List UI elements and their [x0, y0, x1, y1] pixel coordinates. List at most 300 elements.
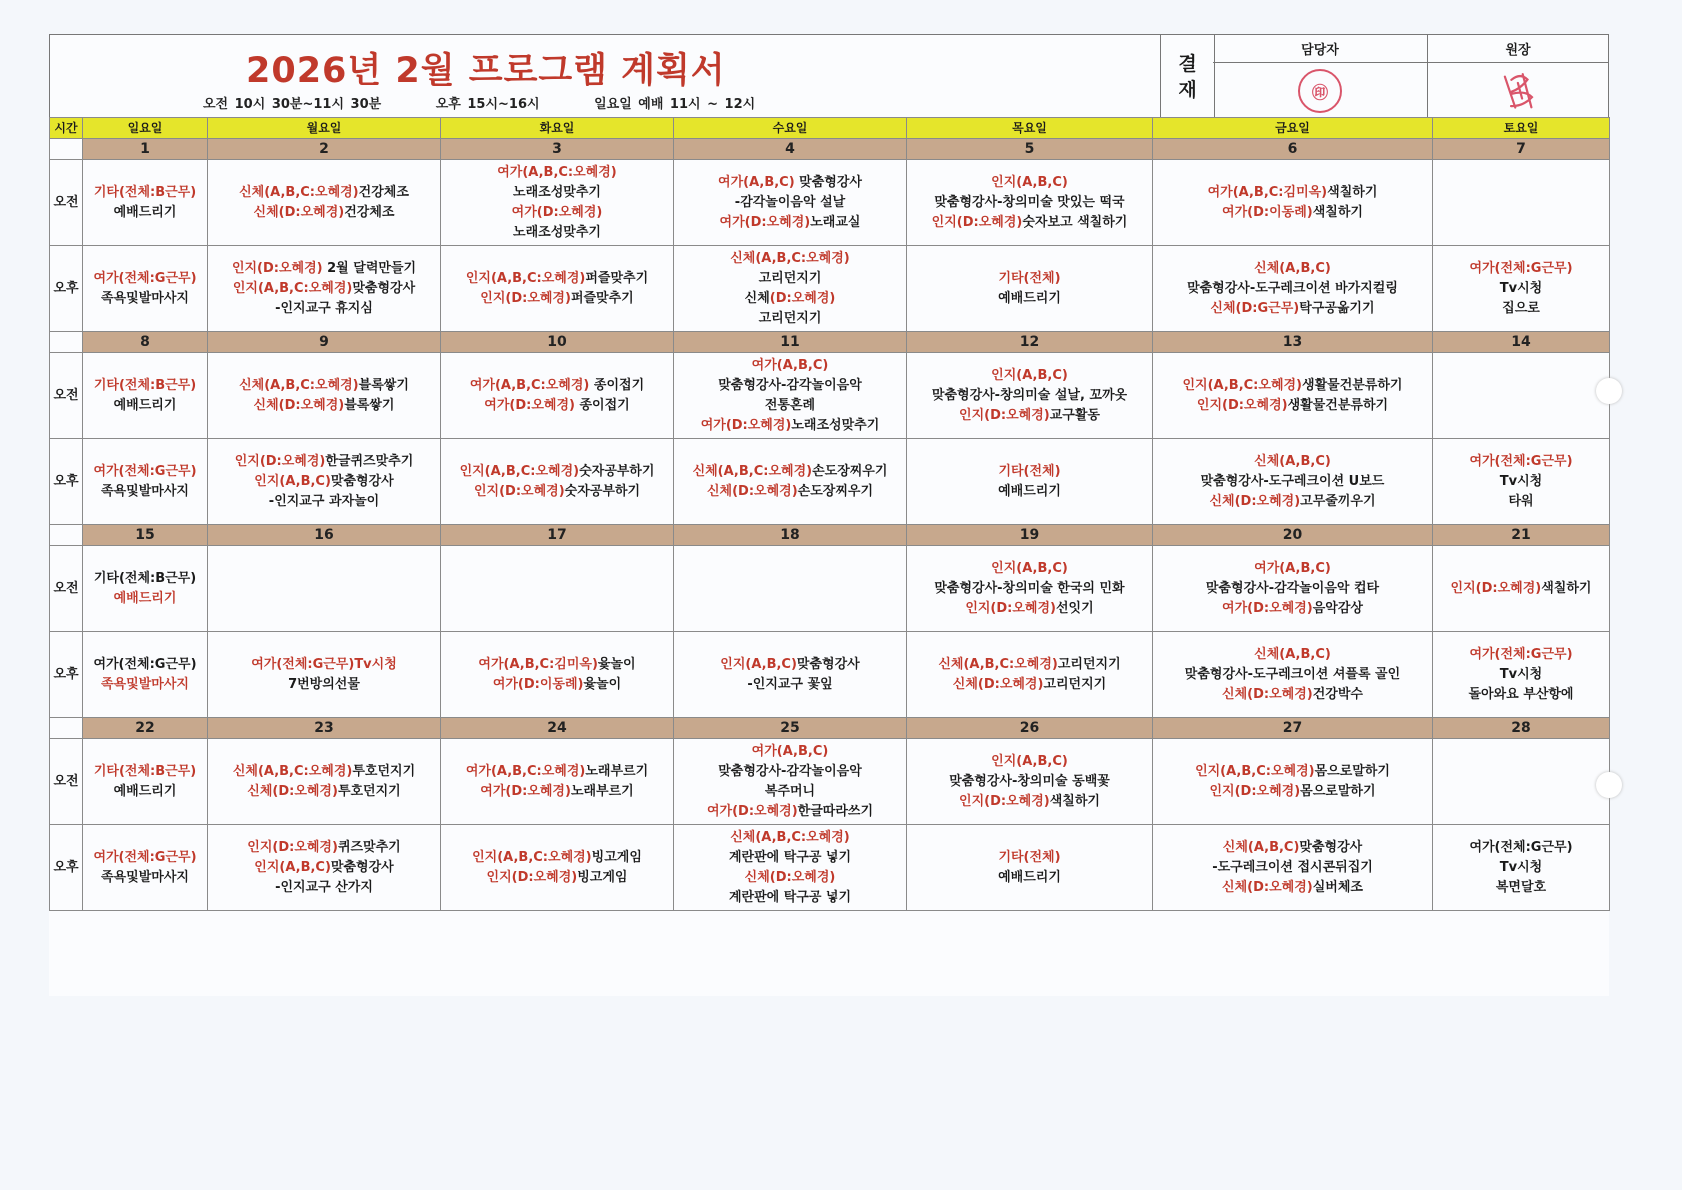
program-text: 색칠하기 [1327, 184, 1378, 200]
program-line [85, 376, 205, 396]
program-line [909, 366, 1150, 386]
program-text: 인지(D:오혜경) [473, 483, 565, 499]
program-text: 인지(D:오혜경) [234, 453, 326, 469]
day-header: 월요일 [208, 118, 441, 139]
program-text: 여가(A,B,C) [751, 357, 829, 373]
program-text: 투호던지기 [337, 783, 401, 799]
program-line [909, 406, 1150, 426]
program-text: 인지(A,B,C:오혜경) [465, 270, 586, 286]
program-line [443, 762, 671, 782]
program-text: 여가(A,B,C) [751, 743, 829, 759]
program-line [210, 782, 438, 802]
program-text: 기타(전체) [998, 463, 1061, 479]
sheet-header [49, 34, 1609, 118]
program-cell [907, 353, 1153, 439]
program-line [1435, 259, 1607, 279]
program-text: 퍼즐맞추기 [585, 270, 649, 286]
program-text: 신체(A,B,C:오혜경) [239, 377, 359, 393]
program-text: 여가(D:오혜경) [706, 803, 798, 819]
program-text: -인지교구 꽃잎 [747, 676, 833, 692]
program-line [443, 376, 671, 396]
program-text: 블록쌓기 [358, 377, 409, 393]
program-line [1155, 559, 1430, 579]
program-text: 선잇기 [1055, 600, 1094, 616]
program-line [1155, 665, 1430, 685]
pm-row [50, 825, 1610, 911]
program-line [909, 386, 1150, 406]
program-line [1435, 838, 1607, 858]
program-line [676, 416, 904, 436]
program-text: 노래부르기 [570, 783, 634, 799]
program-line [85, 269, 205, 289]
program-text: 돌아와요 부산항에 [1468, 686, 1574, 702]
date-cell: 16 [208, 525, 441, 546]
program-cell [1433, 353, 1610, 439]
program-cell [674, 739, 907, 825]
program-text: 기타(전체:B근무) [93, 570, 197, 586]
program-text: 신체(A,B,C:오혜경) [730, 829, 850, 845]
program-line [909, 868, 1150, 888]
date-row-spacer [50, 718, 83, 739]
approval-director [1427, 35, 1609, 119]
program-text: Tv시청 [1499, 280, 1543, 296]
program-line [85, 762, 205, 782]
program-text: 노래부르기 [585, 763, 649, 779]
program-text: 맞춤형강사 [330, 473, 394, 489]
program-cell [441, 160, 674, 246]
program-text: 신체(D:오혜경) [1209, 493, 1301, 509]
program-text: 교구활동 [1049, 407, 1100, 423]
program-line [1155, 203, 1430, 223]
program-cell [1153, 825, 1433, 911]
program-text: 예배드리기 [113, 783, 177, 799]
program-line [85, 396, 205, 416]
program-text: 신체(A,B,C:오혜경) [730, 250, 850, 266]
program-text: 여가(전체:G근무) [93, 849, 197, 865]
program-cell [441, 246, 674, 332]
program-line [1155, 376, 1430, 396]
date-cell: 19 [907, 525, 1153, 546]
pm-label: 오후 [50, 439, 83, 525]
program-text: 블록쌓기 [344, 397, 395, 413]
program-line [210, 838, 438, 858]
program-line [210, 472, 438, 492]
pm-time: 오후 15시~16시 [435, 97, 540, 112]
date-cell: 2 [208, 139, 441, 160]
date-cell: 6 [1153, 139, 1433, 160]
program-line [85, 183, 205, 203]
program-line [85, 848, 205, 868]
page-title: 2026년 2월 프로그램 계획서 [246, 51, 726, 91]
program-cell [1153, 546, 1433, 632]
program-text: 여가(전체:G근무) [93, 656, 197, 672]
program-cell [1433, 160, 1610, 246]
program-cell [441, 439, 674, 525]
program-cell [907, 632, 1153, 718]
program-text: 복면달호 [1495, 879, 1547, 895]
program-text: 여가(D:이동례) [492, 676, 584, 692]
program-text: 색칠하기 [1541, 580, 1592, 596]
program-text: 예배드리기 [113, 397, 177, 413]
program-line [909, 482, 1150, 502]
am-row [50, 739, 1610, 825]
date-cell: 1 [83, 139, 208, 160]
program-line [1435, 279, 1607, 299]
program-text: 기타(전체) [998, 849, 1061, 865]
date-cell: 10 [441, 332, 674, 353]
program-line [85, 868, 205, 888]
program-text: 신체(A,B,C) [1254, 646, 1331, 662]
program-text: 고무줄끼우기 [1300, 493, 1376, 509]
program-line [909, 655, 1150, 675]
date-row-spacer [50, 525, 83, 546]
program-line [85, 203, 205, 223]
program-line [443, 183, 671, 203]
program-line [85, 782, 205, 802]
program-line [1155, 599, 1430, 619]
program-line [210, 655, 438, 675]
program-cell [1433, 739, 1610, 825]
program-line [676, 802, 904, 822]
program-text: 인지(D:오혜경) [1196, 397, 1288, 413]
program-sheet [49, 34, 1609, 996]
program-line [1155, 396, 1430, 416]
program-text: 맞춤형강사-감각놀이음악 컵타 [1205, 580, 1380, 596]
program-line [676, 396, 904, 416]
program-text: 여가(D:오혜경) [700, 417, 792, 433]
program-cell [208, 353, 441, 439]
program-line [210, 183, 438, 203]
program-text: 빙고게임 [577, 869, 628, 885]
program-text: 여가(D:오혜경) [719, 214, 811, 230]
program-text: -감각놀이음악 설날 [734, 194, 846, 210]
program-line [210, 878, 438, 898]
program-line [676, 269, 904, 289]
program-text: 숫자공부하기 [579, 463, 655, 479]
program-text: 2월 달력만들기 [322, 260, 417, 276]
program-text: 맞춤형강사 [794, 174, 862, 190]
program-cell [208, 546, 441, 632]
program-line [443, 223, 671, 243]
program-text: 종이접기 [589, 377, 645, 393]
approval-staff [1213, 35, 1428, 119]
program-line [443, 782, 671, 802]
date-cell: 9 [208, 332, 441, 353]
program-text: 신체(D:오혜경) [253, 204, 345, 220]
program-text: 손도장찌우기 [797, 483, 874, 499]
program-text: 손도장찌우기 [812, 463, 888, 479]
program-text: 생활물건분류하기 [1302, 377, 1403, 393]
date-cell: 13 [1153, 332, 1433, 353]
program-text: 신체(D:오혜경) [1222, 686, 1313, 702]
program-text: 인지(D:오혜경) [931, 214, 1023, 230]
director-signature-icon [1496, 67, 1540, 116]
program-line [676, 356, 904, 376]
program-line [676, 213, 904, 233]
program-text: 건강박수 [1312, 686, 1363, 702]
program-text: 맞춤형강사 [796, 656, 860, 672]
program-text: 인지(A,B,C) [991, 367, 1068, 383]
program-text: 맞춤형강사-도구레크이션 셔플록 골인 [1184, 666, 1401, 682]
program-text: 신체(A,B,C:오혜경) [692, 463, 813, 479]
program-line [443, 269, 671, 289]
program-text: 색칠하기 [1312, 204, 1363, 220]
program-text: 인지(D:오혜경) [1450, 580, 1542, 596]
program-text: 타워 [1508, 493, 1534, 509]
program-text: 족욕및발마사지 [101, 869, 189, 885]
am-time: 오전 10시 30분~11시 30분 [203, 97, 382, 112]
program-text: 윷놀이 [583, 676, 622, 692]
program-text: 신체(A,B,C:오혜경) [232, 763, 353, 779]
program-text: 맞춤형강사-도구레크이션 바가지컬링 [1187, 280, 1398, 296]
program-cell [674, 546, 907, 632]
program-cell [674, 246, 907, 332]
program-line [1435, 579, 1607, 599]
program-line [85, 655, 205, 675]
program-text: 종이접기 [574, 397, 630, 413]
program-text: 신체(A,B,C:오혜경) [938, 656, 1058, 672]
program-text: 기타(전체:B근무) [93, 184, 197, 200]
program-text: 여가(전체:G근무) [1469, 453, 1573, 469]
program-cell [1153, 439, 1433, 525]
program-cell [83, 739, 208, 825]
schedule-info [203, 93, 803, 112]
program-line [676, 782, 904, 802]
program-line [1435, 665, 1607, 685]
program-line [85, 675, 205, 695]
program-line [210, 396, 438, 416]
program-text: 복주머니 [764, 783, 816, 799]
program-line [1155, 279, 1430, 299]
program-text: 노래조성맞추기 [513, 184, 601, 200]
program-line [210, 858, 438, 878]
date-cell: 26 [907, 718, 1153, 739]
program-text: 인지(A,B,C) [991, 174, 1068, 190]
program-line [676, 462, 904, 482]
program-cell [1433, 825, 1610, 911]
program-line [909, 213, 1150, 233]
program-text: 인지(A,B,C:오혜경) [472, 849, 592, 865]
date-cell: 20 [1153, 525, 1433, 546]
date-cell: 15 [83, 525, 208, 546]
date-cell: 11 [674, 332, 907, 353]
program-line [676, 309, 904, 329]
program-line [1435, 878, 1607, 898]
program-text: 기타(전체:B근무) [93, 763, 197, 779]
program-text: 맞춤형강사-창의미술 한국의 민화 [934, 580, 1125, 596]
program-line [1435, 299, 1607, 319]
date-cell: 8 [83, 332, 208, 353]
program-text: 여가(전체:G근무) [93, 270, 197, 286]
pm-label: 오후 [50, 825, 83, 911]
program-cell [1433, 246, 1610, 332]
program-text: 전통혼례 [764, 397, 816, 413]
program-line [85, 462, 205, 482]
am-label: 오전 [50, 546, 83, 632]
program-text: 탁구공옮기기 [1299, 300, 1375, 316]
program-text: 인지(D:오혜경) [480, 290, 571, 306]
program-line [909, 269, 1150, 289]
program-text: 예배드리기 [113, 204, 177, 220]
program-text: 여가(A,B,C) [718, 174, 795, 190]
program-cell [83, 353, 208, 439]
program-cell [83, 439, 208, 525]
program-text: 실버체조 [1312, 879, 1363, 895]
day-header: 화요일 [441, 118, 674, 139]
program-text: 인지(A,B,C:오혜경) [1182, 377, 1303, 393]
date-cell: 23 [208, 718, 441, 739]
day-header: 목요일 [907, 118, 1153, 139]
program-cell [441, 546, 674, 632]
program-line [909, 462, 1150, 482]
program-line [1155, 838, 1430, 858]
program-line [1155, 579, 1430, 599]
program-line [1155, 472, 1430, 492]
program-cell [208, 439, 441, 525]
program-text: Tv시청 [354, 656, 397, 672]
program-text: 신체(D:G근무) [1210, 300, 1300, 316]
program-cell [907, 160, 1153, 246]
program-line [210, 376, 438, 396]
program-text: 신체(A,B,C) [1254, 453, 1331, 469]
date-cell: 28 [1433, 718, 1610, 739]
program-text: 한글따라쓰기 [797, 803, 874, 819]
program-cell [208, 246, 441, 332]
program-line [909, 579, 1150, 599]
program-line [1155, 762, 1430, 782]
program-line [676, 868, 904, 888]
program-text: 생활물건분류하기 [1287, 397, 1389, 413]
program-text: 기타(전체) [998, 270, 1061, 286]
program-cell [907, 739, 1153, 825]
program-text: 인지(A,B,C:오혜경) [459, 463, 580, 479]
program-text: 맞춤형강사 [352, 280, 416, 296]
program-text: 노래조성맞추기 [513, 224, 601, 240]
program-text: 고리던지기 [758, 270, 822, 286]
program-line [909, 599, 1150, 619]
date-cell: 17 [441, 525, 674, 546]
program-text: -인지교구 과자놀이 [268, 493, 380, 509]
program-line [443, 163, 671, 183]
program-text: 신체 [744, 290, 770, 306]
program-cell [907, 546, 1153, 632]
time-header: 시간 [50, 118, 83, 139]
program-line [676, 289, 904, 309]
program-line [1155, 645, 1430, 665]
program-text: 여가(전체:G근무) [93, 463, 197, 479]
program-line [1435, 492, 1607, 512]
date-row [50, 525, 1610, 546]
program-text: 빙고게임 [591, 849, 642, 865]
program-text: 여가(A,B,C:오혜경) [497, 164, 617, 180]
program-text: 족욕및발마사지 [101, 483, 189, 499]
program-line [443, 396, 671, 416]
program-text: 여가(A,B,C:오혜경) [465, 763, 586, 779]
program-text: 투호던지기 [352, 763, 416, 779]
program-line [909, 848, 1150, 868]
program-text: 노래교실 [810, 214, 861, 230]
am-row [50, 546, 1610, 632]
program-text: 고리던지기 [758, 310, 822, 326]
program-text: 신체(D:오혜경) [744, 869, 836, 885]
director-role: 원장 [1427, 35, 1609, 63]
program-cell [1153, 353, 1433, 439]
program-line [443, 482, 671, 502]
program-text: 신체(D:오혜경) [247, 783, 338, 799]
day-header: 금요일 [1153, 118, 1433, 139]
program-cell [674, 439, 907, 525]
program-text: 예배드리기 [998, 869, 1061, 885]
program-text: 인지(A,B,C) [991, 753, 1068, 769]
program-text: 노래조성맞추기 [791, 417, 880, 433]
program-text: 몸으로말하기 [1314, 763, 1390, 779]
program-text: 여가(전체:G근무) [1469, 646, 1573, 662]
program-text: 색칠하기 [1049, 793, 1100, 809]
pm-row [50, 246, 1610, 332]
program-cell [1433, 632, 1610, 718]
program-line [443, 289, 671, 309]
program-line [1155, 183, 1430, 203]
program-line [676, 376, 904, 396]
program-cell [1153, 632, 1433, 718]
program-cell [208, 160, 441, 246]
program-cell [83, 160, 208, 246]
program-cell [441, 632, 674, 718]
program-line [676, 173, 904, 193]
pm-row [50, 632, 1610, 718]
program-text: 맞춤형강사-도구레크이션 U보드 [1200, 473, 1385, 489]
program-line [443, 655, 671, 675]
program-text: 맞춤형강사-창의미술 맛있는 떡국 [934, 194, 1125, 210]
program-text: 인지(D:오혜경) [1209, 783, 1301, 799]
program-text: 신체(D:오혜경) [706, 483, 798, 499]
program-line [676, 828, 904, 848]
program-text: 몸으로말하기 [1300, 783, 1376, 799]
program-text: 인지(D:오혜경) [231, 260, 323, 276]
program-cell [674, 353, 907, 439]
program-cell [208, 632, 441, 718]
program-text: 여가(D:오혜경) [480, 783, 571, 799]
day-header: 일요일 [83, 118, 208, 139]
program-cell [907, 246, 1153, 332]
hole-punch [1596, 772, 1622, 798]
program-line [676, 675, 904, 695]
program-line [1155, 452, 1430, 472]
date-cell: 3 [441, 139, 674, 160]
program-text: 인지(A,B,C) [720, 656, 797, 672]
program-text: 여가(A,B,C:오혜경) [469, 377, 590, 393]
program-text: 인지(A,B,C:오혜경) [232, 280, 353, 296]
program-text: 신체(A,B,C) [1254, 260, 1331, 276]
program-text: 인지(A,B,C) [991, 560, 1068, 576]
program-text: 인지(D:오혜경) [247, 839, 338, 855]
program-text: 건강체조 [358, 184, 409, 200]
program-line [909, 772, 1150, 792]
program-cell [1153, 246, 1433, 332]
program-text: -인지교구 휴지심 [275, 300, 373, 316]
program-line [676, 655, 904, 675]
program-line [1155, 782, 1430, 802]
program-text: 집으로 [1502, 300, 1540, 316]
program-line [909, 559, 1150, 579]
program-line [676, 742, 904, 762]
program-cell [1433, 546, 1610, 632]
program-line [1155, 878, 1430, 898]
program-line [443, 203, 671, 223]
program-line [676, 482, 904, 502]
program-cell [441, 825, 674, 911]
program-line [909, 792, 1150, 812]
